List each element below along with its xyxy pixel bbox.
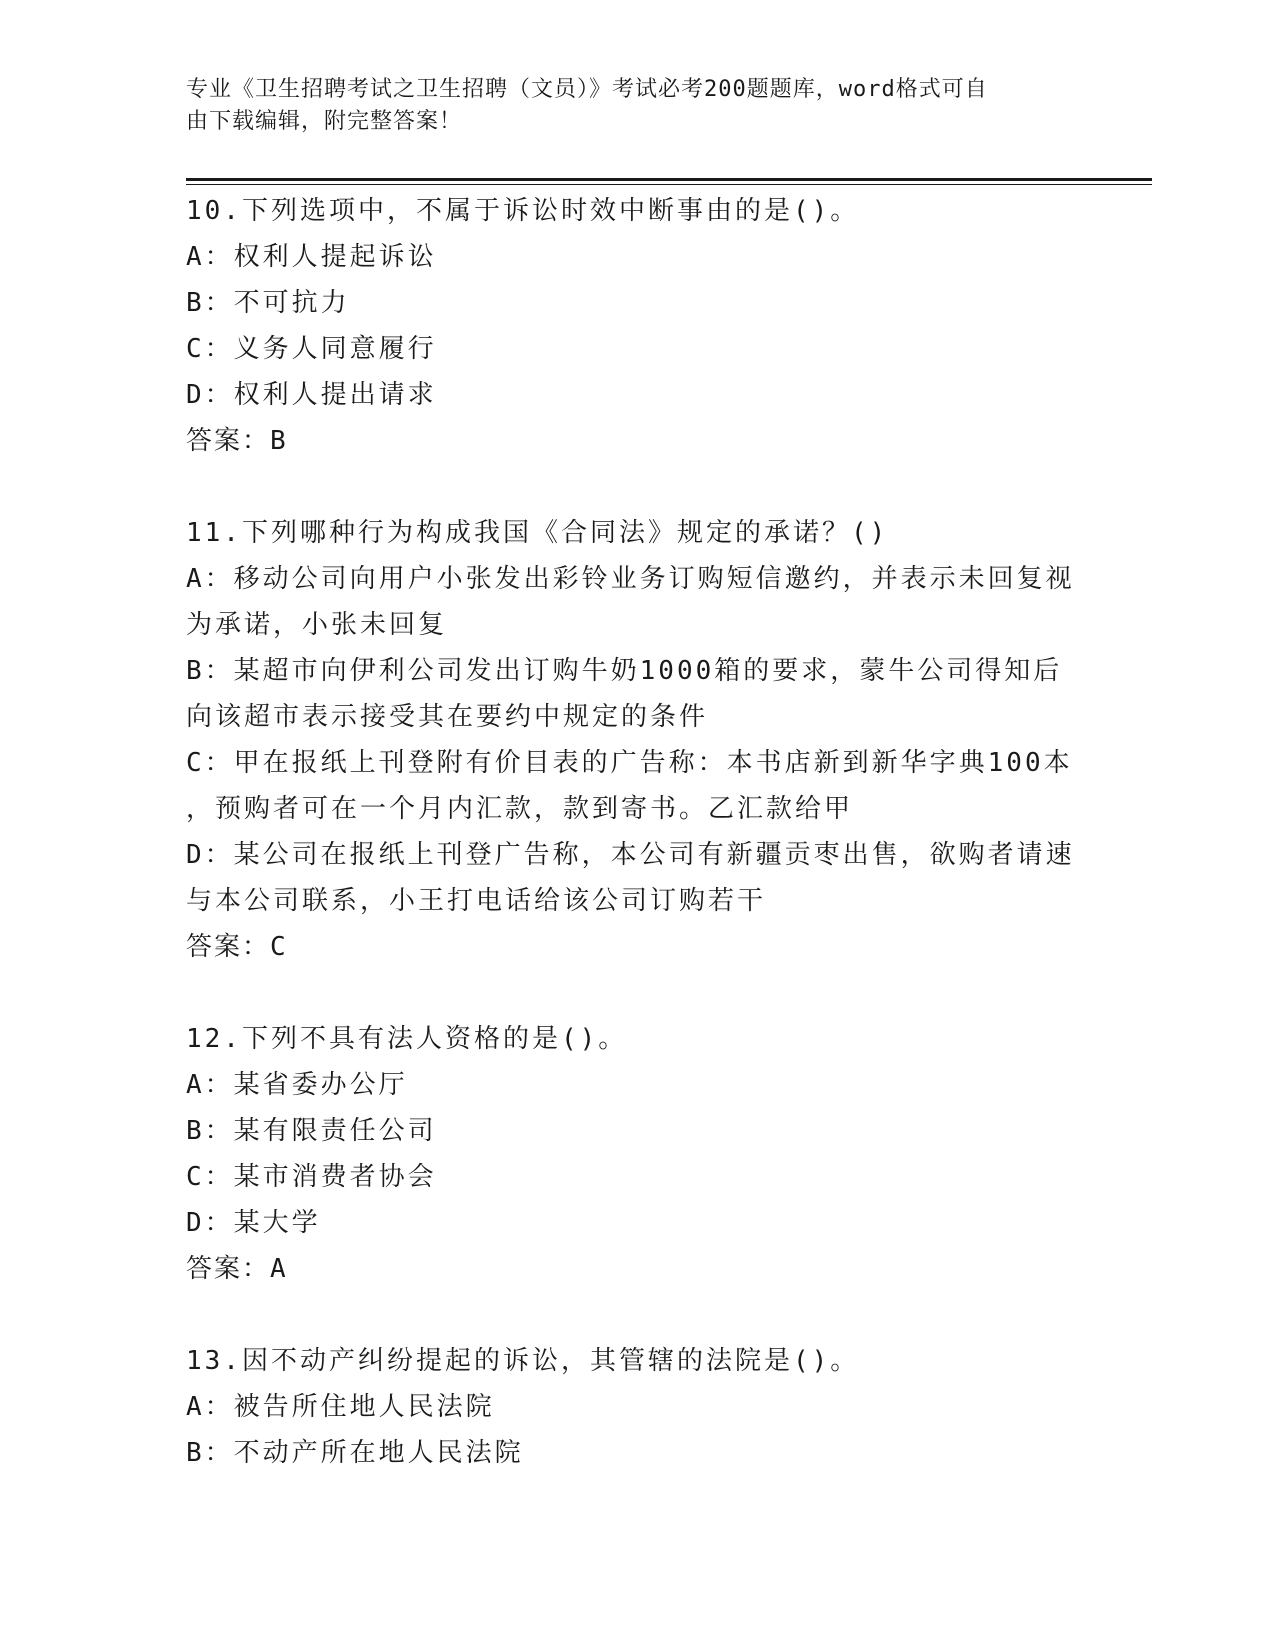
question-stem: 11.下列哪种行为构成我国《合同法》规定的承诺？() [186,518,889,548]
answer-line [186,924,1086,970]
question-11 [186,510,1086,970]
spacer [186,970,1086,1016]
question-stem: 10.下列选项中，不属于诉讼时效中断事由的是()。 [186,196,860,226]
option-a: A：被告所住地人民法院 [186,1392,495,1422]
option-c-line-2: ，预购者可在一个月内汇款，款到寄书。乙汇款给甲 [186,794,854,824]
answer-line [186,418,1086,464]
header-line-2: 由下载编辑，附完整答案！ [186,109,463,134]
option-d: D：权利人提出请求 [186,380,437,410]
answer-value: C [270,932,288,962]
question-13 [186,1338,1086,1476]
question-10 [186,188,1086,464]
option-b-line-2: 向该超市表示接受其在要约中规定的条件 [186,702,709,732]
answer-value: A [270,1254,288,1284]
answer-label: 答案： [186,1254,271,1284]
option-d-line-1: D：某公司在报纸上刊登广告称，本公司有新疆贡枣出售，欲购者请速 [186,840,1075,870]
option-b: B：不可抗力 [186,288,350,318]
header-line-1: 专业《卫生招聘考试之卫生招聘（文员）》考试必考200题题库，word格式可自 [186,77,988,102]
question-stem: 12.下列不具有法人资格的是()。 [186,1024,628,1054]
option-c-line-1: C：甲在报纸上刊登附有价目表的广告称：本书店新到新华字典100本 [186,748,1073,778]
option-a: A：某省委办公厅 [186,1070,408,1100]
option-c: C：某市消费者协会 [186,1162,437,1192]
question-stem: 13.因不动产纠纷提起的诉讼，其管辖的法院是()。 [186,1346,860,1376]
option-d: D：某大学 [186,1208,321,1238]
header-divider-thick [186,178,1152,181]
option-a: A：权利人提起诉讼 [186,242,437,272]
option-a-line-2: 为承诺，小张未回复 [186,610,448,640]
answer-value: B [270,426,288,456]
option-c: C：义务人同意履行 [186,334,437,364]
question-12 [186,1016,1086,1292]
option-b: B：不动产所在地人民法院 [186,1438,524,1468]
header-divider-thin [186,184,1152,185]
option-d-line-2: 与本公司联系，小王打电话给该公司订购若干 [186,886,767,916]
answer-label: 答案： [186,932,271,962]
answer-label: 答案： [186,426,271,456]
option-a-line-1: A：移动公司向用户小张发出彩铃业务订购短信邀约，并表示未回复视 [186,564,1075,594]
option-b: B：某有限责任公司 [186,1116,437,1146]
option-b-line-1: B：某超市向伊利公司发出订购牛奶1000箱的要求，蒙牛公司得知后 [186,656,1063,686]
spacer [186,1292,1086,1338]
document-header [186,74,1066,138]
question-list [186,188,1086,1476]
answer-line [186,1246,1086,1292]
spacer [186,464,1086,510]
